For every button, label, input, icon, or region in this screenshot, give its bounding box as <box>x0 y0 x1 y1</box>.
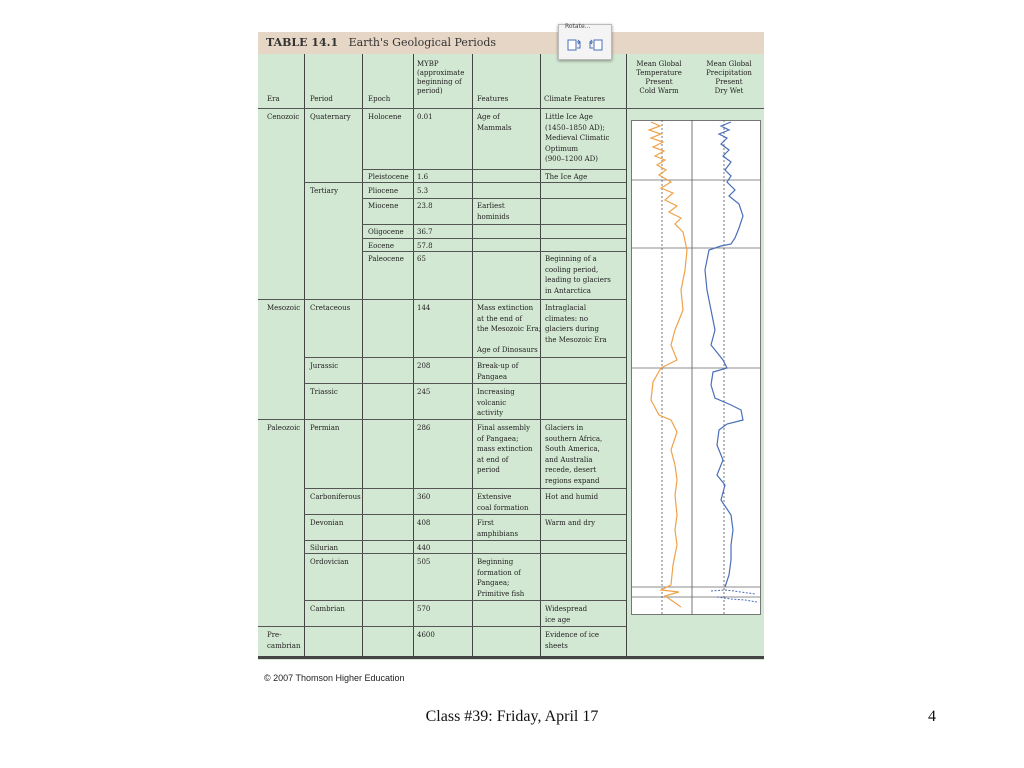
table-title-bar <box>258 32 764 54</box>
period-cell: Cretaceous <box>310 304 351 312</box>
epoch-cell: Eocene <box>368 242 395 250</box>
header-epoch: Epoch <box>368 95 391 103</box>
mybp-cell: 208 <box>417 362 431 370</box>
mybp-cell: 0.01 <box>417 113 433 121</box>
column-rule <box>362 54 363 656</box>
rotate-right-icon[interactable] <box>588 37 604 51</box>
epoch-cell: Oligocene <box>368 228 404 236</box>
feature-cell: Earliest hominids <box>477 202 510 221</box>
period-cell: Cambrian <box>310 605 345 613</box>
climate-cell: Hot and humid <box>545 493 599 501</box>
feature-cell: Beginning formation of Pangaea; Primitive fish <box>477 558 525 598</box>
period-rule <box>304 553 626 554</box>
climate-cell: Warm and dry <box>545 519 596 527</box>
mybp-cell: 23.8 <box>417 202 433 210</box>
feature-cell: Increasing volcanic activity <box>477 388 515 417</box>
period-cell: Permian <box>310 424 340 432</box>
period-rule <box>304 488 626 489</box>
climate-curves-panel <box>631 120 761 615</box>
climate-cell: The Ice Age <box>545 173 588 181</box>
copyright-notice: © 2007 Thomson Higher Education <box>264 673 405 683</box>
era-rule <box>258 419 626 420</box>
column-rule <box>304 54 305 656</box>
feature-cell: Final assembly of Pangaea; mass extinction at end of period <box>477 424 533 474</box>
header-era: Era <box>267 95 280 103</box>
table-number: TABLE 14.1 <box>266 36 339 49</box>
mybp-cell: 570 <box>417 605 431 613</box>
period-cell: Carboniferous <box>310 493 361 501</box>
header-temperature: Mean Global Temperature Present Cold Warm <box>636 60 682 95</box>
climate-cell: Glaciers in southern Africa, South America, and Australia recede, desert regions expand <box>545 424 603 485</box>
period-rule <box>304 383 626 384</box>
period-cell: Quaternary <box>310 113 351 121</box>
epoch-cell: Pleistocene <box>368 173 409 181</box>
climate-cell: Evidence of ice sheets <box>545 631 600 650</box>
geologic-table-figure <box>258 32 764 660</box>
feature-cell: Age of Mammals <box>477 113 512 132</box>
period-cell: Triassic <box>310 388 338 396</box>
rotate-left-icon[interactable] <box>566 37 582 51</box>
period-rule <box>304 357 626 358</box>
climate-cell: Intraglacial climates: no glaciers during the Mesozoic Era <box>545 304 607 344</box>
climate-cell: Beginning of a cooling period, leading to glaciers in Antarctica <box>545 255 611 295</box>
header-period: Period <box>310 95 333 103</box>
header-features: Features <box>477 95 509 103</box>
mybp-cell: 245 <box>417 388 431 396</box>
image-rotate-toolbar[interactable] <box>558 24 612 60</box>
period-cell: Tertiary <box>310 187 339 195</box>
table-caption: Earth's Geological Periods <box>348 36 497 49</box>
epoch-rule <box>362 238 626 239</box>
feature-cell: First amphibians <box>477 519 519 538</box>
header-rule <box>258 108 764 109</box>
period-rule <box>304 600 626 601</box>
column-rule <box>626 54 627 656</box>
epoch-rule <box>362 198 626 199</box>
header-climate: Climate Features <box>544 95 606 103</box>
period-rule <box>304 514 626 515</box>
feature-cell: Break-up of Pangaea <box>477 362 519 381</box>
epoch-rule <box>362 169 626 170</box>
mybp-cell: 286 <box>417 424 431 432</box>
mybp-cell: 36.7 <box>417 228 433 236</box>
feature-cell: Extensive coal formation <box>477 493 529 512</box>
era-cell: Cenozoic <box>267 113 300 121</box>
period-cell: Silurian <box>310 544 339 552</box>
era-cell: Pre- cambrian <box>267 631 301 650</box>
epoch-cell: Miocene <box>368 202 399 210</box>
epoch-cell: Paleocene <box>368 255 404 263</box>
climate-cell: Little Ice Age (1450–1850 AD); Medieval Climatic Optimum (900–1200 AD) <box>545 113 610 163</box>
era-cell: Paleozoic <box>267 424 301 432</box>
mybp-cell: 57.8 <box>417 242 433 250</box>
epoch-cell: Pliocene <box>368 187 399 195</box>
mybp-cell: 144 <box>417 304 431 312</box>
slide-number: 4 <box>928 708 936 725</box>
toolbar-label: Rotate... <box>565 23 591 30</box>
period-cell: Ordovician <box>310 558 349 566</box>
mybp-cell: 5.3 <box>417 187 429 195</box>
table-title <box>266 36 496 49</box>
climate-curves-graph <box>631 120 761 615</box>
column-rule <box>413 54 414 656</box>
epoch-rule <box>362 251 626 252</box>
feature-cell: Mass extinction at the end of the Mesozoic Era; Age of Dinosaurs <box>477 304 542 354</box>
temperature-curve <box>649 122 687 607</box>
mybp-cell: 408 <box>417 519 431 527</box>
mybp-cell: 1.6 <box>417 173 429 181</box>
table-bottom-rule <box>258 656 764 659</box>
precipitation-dashed-segment <box>711 590 757 602</box>
mybp-cell: 360 <box>417 493 431 501</box>
header-precipitation: Mean Global Precipitation Present Dry Wet <box>706 60 752 95</box>
mybp-cell: 65 <box>417 255 426 263</box>
period-rule <box>304 540 626 541</box>
era-rule <box>258 299 626 300</box>
epoch-rule <box>362 224 626 225</box>
mybp-cell: 4600 <box>417 631 435 639</box>
header-mybp: MYBP (approximate beginning of period) <box>417 60 465 95</box>
period-cell: Jurassic <box>310 362 339 370</box>
era-rule <box>258 626 626 627</box>
period-cell: Devonian <box>310 519 344 527</box>
mybp-cell: 440 <box>417 544 431 552</box>
climate-cell: Widespread ice age <box>545 605 588 624</box>
column-rule <box>472 54 473 656</box>
mybp-cell: 505 <box>417 558 431 566</box>
epoch-cell: Holocene <box>368 113 402 121</box>
slide-footer: Class #39: Friday, April 17 <box>425 708 599 725</box>
era-cell: Mesozoic <box>267 304 301 312</box>
graph-frame <box>632 121 761 615</box>
